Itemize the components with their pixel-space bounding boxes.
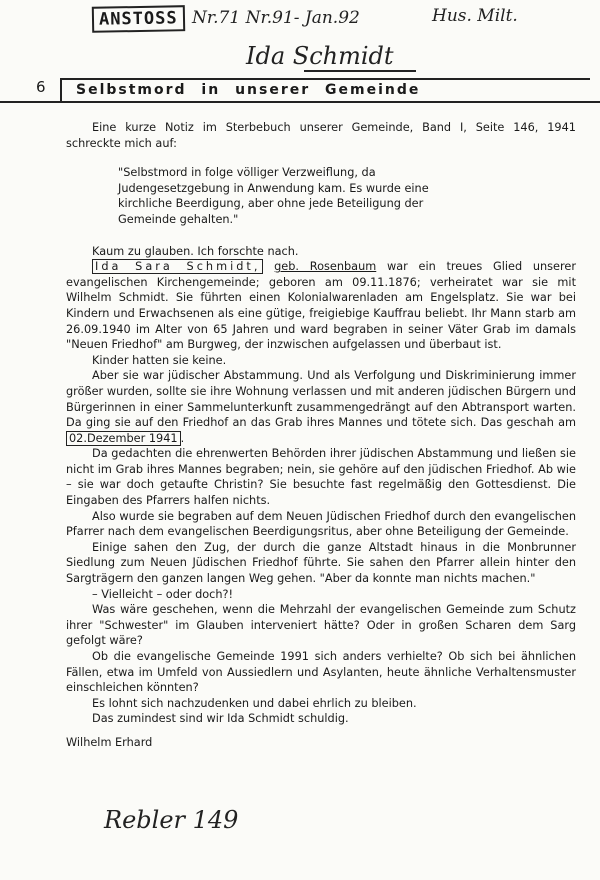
page-number: 6 [36,78,46,96]
paragraph-persecution [66,368,576,446]
header-rule-top [60,78,590,80]
paragraph-today: Ob die evangelische Gemeinde 1991 sich anders verhielte? Ob sich bei ähnlichen Fällen, etwa im Umfeld von Aussiedlern und Asylanten, heute ähnliche Verhaltensmuster einschleichen könnten? [66,650,576,695]
handwritten-reference: Nr.71 Nr.91- Jan.92 [192,8,360,28]
anstoss-stamp: ANSTOSS [92,5,185,33]
paragraph-reflection: Was wäre geschehen, wenn die Mehrzahl der evangelischen Gemeinde zum Schutz ihrer "Schwester" im Glauben interveniert hätte? Oder in großen Scharen dem Sarg gefolgt wäre? [66,603,576,648]
article-body [66,120,576,751]
quote-block: "Selbstmord in folge völliger Verzweiflung, da Judengesetzgebung in Anwendung kam. Es wurde eine kirchliche Beerdigung, aber ohne jede Beteiligung der Gemeinde gehalten." [118,166,429,226]
header-rule-vertical [60,78,62,102]
persecution-end: . [180,431,185,445]
handwritten-tag: Hus. Milt. [432,6,518,26]
paragraph-biography [66,259,576,353]
paragraph-owed: Das zumindest sind wir Ida Schmidt schuldig. [92,712,349,726]
handwritten-name: Ida Schmidt [246,42,394,70]
paragraph-honesty: Es lohnt sich nachzudenken und dabei ehrlich zu bleiben. [92,696,417,710]
persecution-text: Aber sie war jüdischer Abstammung. Und als Verfolgung und Diskriminierung immer größer wurden, sollte sie ihre Wohnung verlassen und mit anderen jüdischen Bürgern und Bürgerinnen in einer Sammelunterkunft zusammengedrängt auf den Abtransport warten. Da ging sie auf den Friedhof an das Grab ihres Mannes und tötete sich. Das geschah am [66,369,576,430]
header-rule-bottom [0,101,600,103]
paragraph-doubt: Kaum zu glauben. Ich forschte nach. [92,244,299,258]
boxed-name: Ida Sara Schmidt, [92,259,263,274]
boxed-date: 02.Dezember 1941 [66,431,181,446]
paragraph-question: – Vielleicht – oder doch?! [92,587,234,601]
paragraph-children: Kinder hatten sie keine. [92,353,227,367]
handwritten-signature: Rebler 149 [104,806,239,834]
author-name: Wilhelm Erhard [66,735,153,749]
paragraph-intro: Eine kurze Notiz im Sterbebuch unserer Gemeinde, Band I, Seite 146, 1941 schreckte mich auf: [66,121,576,150]
birth-name: geb. Rosenbaum [274,260,377,274]
article-title: Selbstmord in unserer Gemeinde [76,82,421,98]
biography-text: war ein treues Glied unserer evangelischen Kirchengemeinde; geboren am 09.11.1876; verheiratet war sie mit Wilhelm Schmidt. Sie führten einen Kolonialwarenladen am Engelsplatz. Sie war bei Kindern und Erwachsenen als eine gütige, freigiebige Kauffrau beliebt. Ihr Mann starb am 26.09.1940 im Alter von 65 Jahren und ward begraben in seiner Väter Grab im damals "Neuen Friedhof" am Burgweg, der inzwischen aufgelassen und überbaut ist. [66,260,576,352]
paragraph-burial: Also wurde sie begraben auf dem Neuen Jüdischen Friedhof durch den evangelischen Pfarrer nach dem evangelischen Beerdigungsritus, aber ohne Beteiligung der Gemeinde. [66,509,576,539]
paragraph-authorities: Da gedachten die ehrenwerten Behörden ihrer jüdischen Abstammung und ließen sie nicht im Grab ihres Mannes begraben; nein, sie gehöre auf den jüdischen Friedhof. Ab wie – sie war doch getaufte Christin? Sie besuchte fast regelmäßig den Gottesdienst. Die Eingaben des Pfarrers halfen nichts. [66,447,576,508]
handwritten-underline [304,70,416,72]
paragraph-procession: Einige sahen den Zug, der durch die ganze Altstadt hinaus in die Monbrunner Siedlung zum Neuen Jüdischen Friedhof führte. Sie sahen den Pfarrer allein hinter den Sargträgern den ganzen langen Weg gehen. "Aber da konnte man nichts machen." [66,540,576,586]
